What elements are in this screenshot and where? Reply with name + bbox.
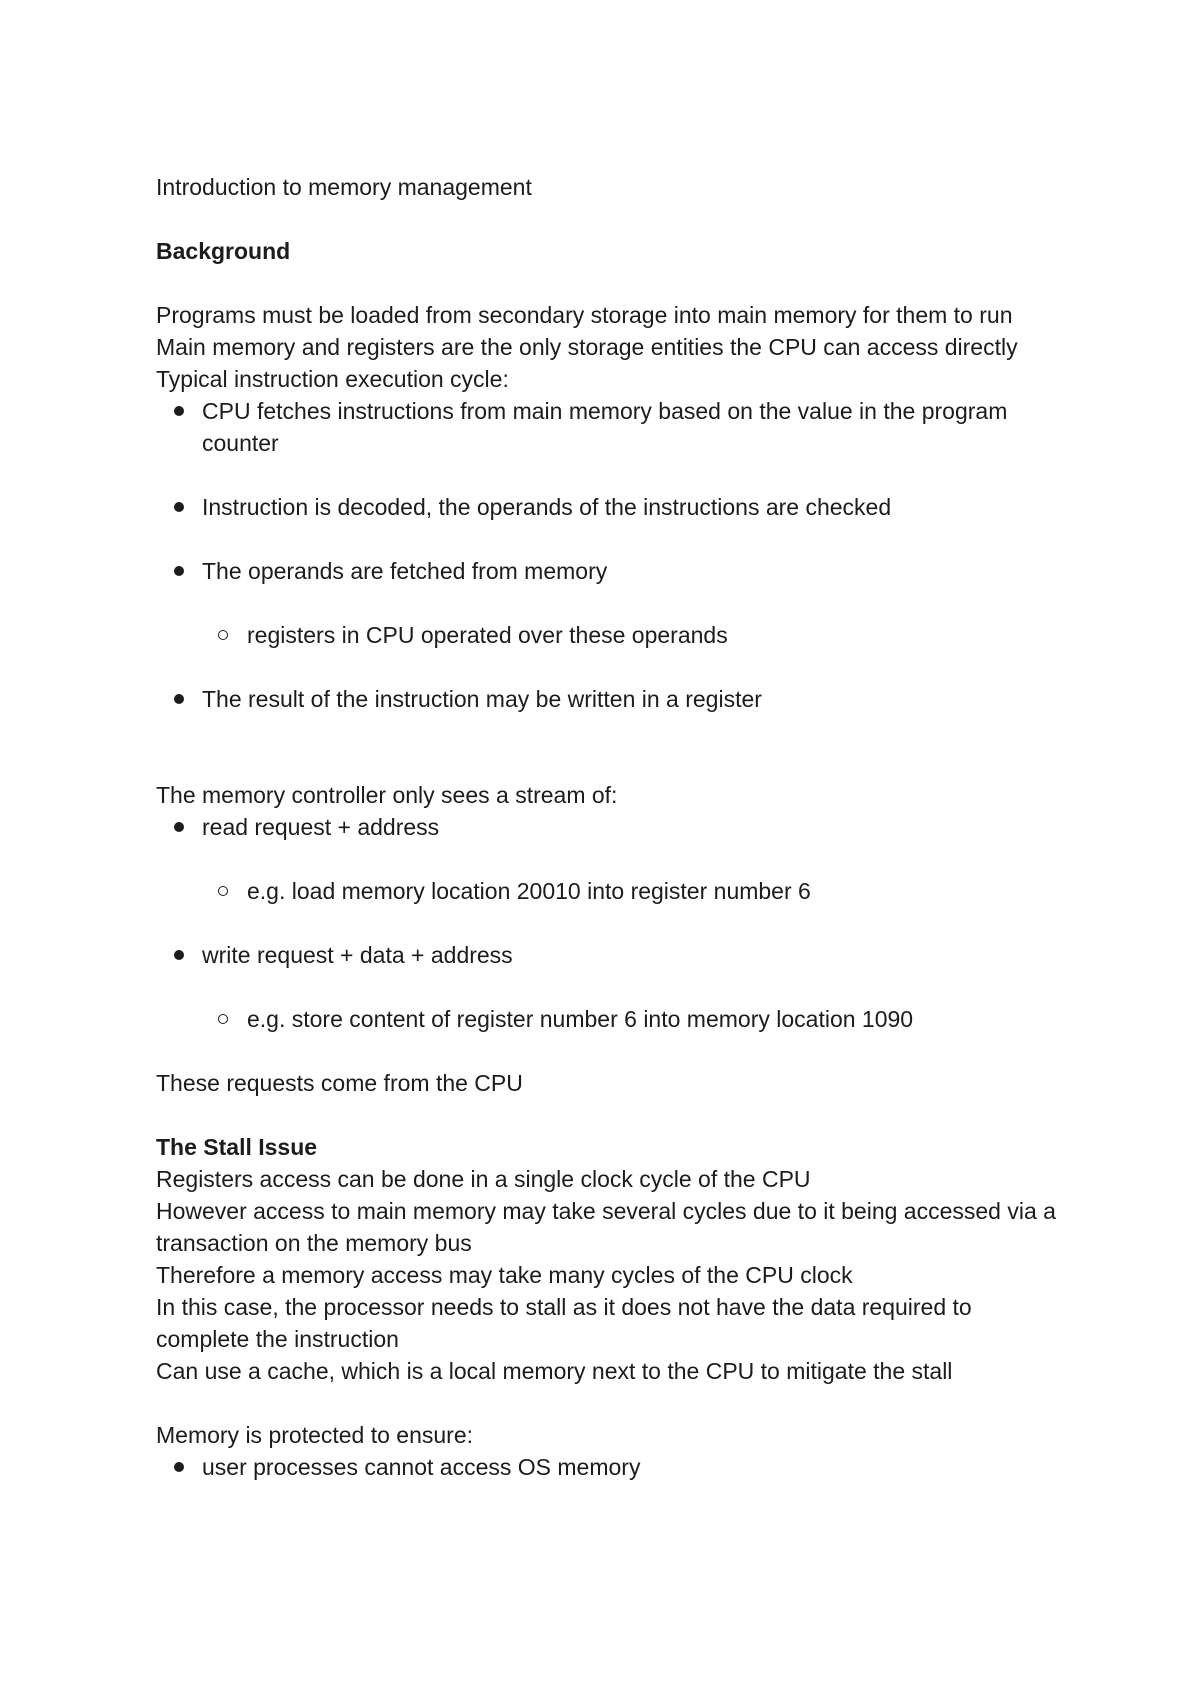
bullet-dot-icon (174, 950, 184, 960)
bullet-dot-icon (174, 406, 184, 416)
stall-line: Therefore a memory access may take many cycles of the CPU clock (156, 1262, 853, 1288)
execution-cycle-list (156, 395, 1056, 715)
list-item-text: read request + address (202, 814, 440, 840)
sub-list-item (156, 1003, 1056, 1035)
spacer (156, 587, 1056, 619)
protection-intro: Memory is protected to ensure: (156, 1422, 474, 1448)
sub-list-item (156, 619, 1056, 651)
spacer (156, 843, 1056, 875)
protection-list (156, 1451, 1056, 1483)
list-item-text: The operands are fetched from memory (202, 558, 608, 584)
bullet-circle-icon (218, 886, 228, 896)
spacer (156, 1387, 1056, 1419)
list-item-text: CPU fetches instructions from main memory based on the value in the program counter (202, 398, 1008, 456)
stall-line: In this case, the processor needs to stall as it does not have the data required to complete the instruction (156, 1294, 972, 1352)
bullet-dot-icon (174, 502, 184, 512)
document-body (156, 171, 1056, 1483)
list-item-text: user processes cannot access OS memory (202, 1454, 641, 1480)
document-title: Introduction to memory management (156, 174, 532, 200)
bullet-circle-icon (218, 630, 228, 640)
spacer (156, 651, 1056, 683)
controller-outro: These requests come from the CPU (156, 1070, 523, 1096)
sub-list-item (156, 875, 1056, 907)
stall-line: However access to main memory may take several cycles due to it being accessed via a transaction on the memory bus (156, 1198, 1056, 1256)
stall-heading: The Stall Issue (156, 1134, 318, 1160)
spacer (156, 715, 1056, 779)
spacer (156, 459, 1056, 491)
list-item (156, 811, 1056, 843)
bullet-dot-icon (174, 1462, 184, 1472)
stall-line: Can use a cache, which is a local memory next to the CPU to mitigate the stall (156, 1358, 953, 1384)
list-item (156, 683, 1056, 715)
list-item (156, 555, 1056, 587)
list-item (156, 1451, 1056, 1483)
list-item (156, 939, 1056, 971)
bullet-dot-icon (174, 566, 184, 576)
spacer (156, 203, 1056, 235)
list-item-text: write request + data + address (202, 942, 513, 968)
list-item-text: e.g. store content of register number 6 into memory location 1090 (247, 1006, 914, 1032)
list-item (156, 491, 1056, 523)
spacer (156, 267, 1056, 299)
spacer (156, 907, 1056, 939)
list-item (156, 395, 1056, 459)
spacer (156, 1035, 1056, 1067)
background-line: Programs must be loaded from secondary storage into main memory for them to run (156, 302, 1013, 328)
list-item-text: Instruction is decoded, the operands of the instructions are checked (202, 494, 892, 520)
spacer (156, 1099, 1056, 1131)
bullet-dot-icon (174, 822, 184, 832)
spacer (156, 523, 1056, 555)
bullet-dot-icon (174, 694, 184, 704)
list-item-text: The result of the instruction may be written in a register (202, 686, 762, 712)
background-line: Typical instruction execution cycle: (156, 366, 509, 392)
stall-line: Registers access can be done in a single clock cycle of the CPU (156, 1166, 811, 1192)
background-line: Main memory and registers are the only storage entities the CPU can access directly (156, 334, 1018, 360)
request-stream-list (156, 811, 1056, 1035)
bullet-circle-icon (218, 1014, 228, 1024)
list-item-text: registers in CPU operated over these operands (247, 622, 728, 648)
list-item-text: e.g. load memory location 20010 into register number 6 (247, 878, 811, 904)
spacer (156, 971, 1056, 1003)
background-heading: Background (156, 238, 291, 264)
controller-intro: The memory controller only sees a stream of: (156, 782, 618, 808)
